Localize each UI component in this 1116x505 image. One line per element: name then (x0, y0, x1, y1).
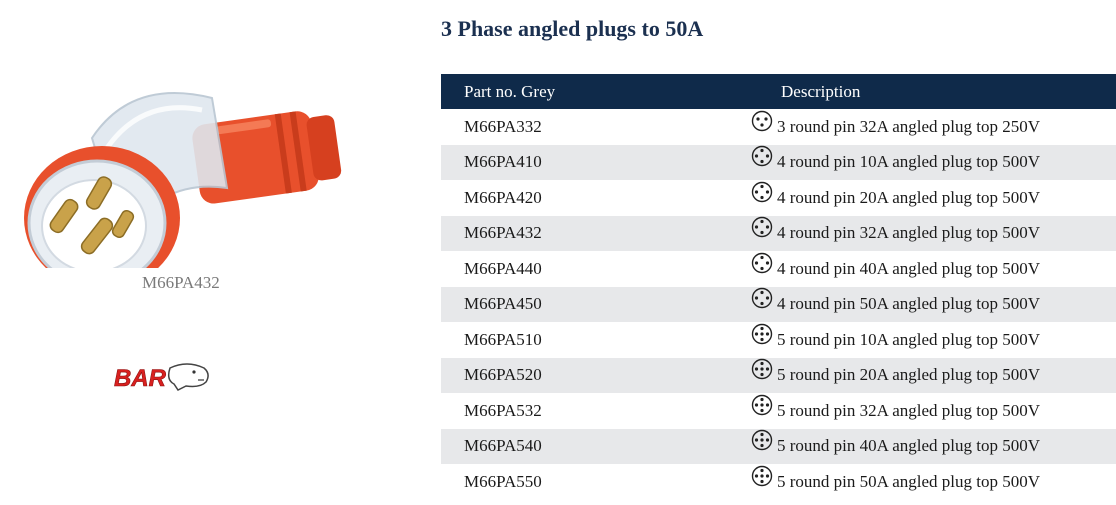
pin-layout-icon (751, 181, 773, 203)
description-cell (751, 293, 1116, 315)
part-number: M66PA550 (464, 471, 542, 491)
description-text: 4 round pin 20A angled plug top 500V (777, 187, 1041, 207)
pin-layout-icon (751, 216, 773, 238)
table-row (441, 429, 1116, 465)
brand-logo-text: BAR (114, 365, 166, 392)
description-cell (751, 364, 1116, 386)
pin-layout-icon (751, 429, 773, 451)
description-cell (751, 151, 1116, 173)
part-number: M66PA510 (464, 329, 542, 349)
pin-layout-icon (751, 323, 773, 345)
table-row (441, 464, 1116, 500)
description-cell (751, 329, 1116, 351)
part-number: M66PA432 (464, 223, 542, 243)
parts-table (441, 74, 1116, 500)
pin-layout-icon (751, 252, 773, 274)
part-number: M66PA532 (464, 400, 542, 420)
description-text: 5 round pin 20A angled plug top 500V (777, 365, 1041, 385)
table-row (441, 251, 1116, 287)
part-number: M66PA410 (464, 152, 542, 172)
table-row (441, 109, 1116, 145)
description-cell (751, 187, 1116, 209)
part-number: M66PA332 (464, 116, 542, 136)
header-description: Description (781, 81, 861, 101)
pin-layout-icon (751, 110, 773, 132)
description-text: 5 round pin 50A angled plug top 500V (777, 471, 1041, 491)
description-cell (751, 116, 1116, 138)
table-row (441, 358, 1116, 394)
table-row (441, 287, 1116, 323)
description-cell (751, 435, 1116, 457)
part-number: M66PA540 (464, 436, 542, 456)
table-header (441, 74, 1116, 109)
part-number: M66PA450 (464, 294, 542, 314)
description-text: 4 round pin 50A angled plug top 500V (777, 294, 1041, 314)
pin-layout-icon (751, 394, 773, 416)
table-row (441, 180, 1116, 216)
description-cell (751, 258, 1116, 280)
part-number: M66PA520 (464, 365, 542, 385)
table-body (441, 109, 1116, 500)
description-cell (751, 222, 1116, 244)
product-image-caption: M66PA432 (142, 273, 220, 292)
page-title: 3 Phase angled plugs to 50A (441, 16, 704, 41)
header-part-no: Part no. Grey (464, 81, 556, 101)
description-text: 4 round pin 40A angled plug top 500V (777, 258, 1041, 278)
description-text: 4 round pin 32A angled plug top 500V (777, 223, 1041, 243)
part-number: M66PA440 (464, 258, 542, 278)
description-text: 5 round pin 40A angled plug top 500V (777, 436, 1041, 456)
table-row (441, 322, 1116, 358)
description-text: 4 round pin 10A angled plug top 500V (777, 152, 1041, 172)
part-number: M66PA420 (464, 187, 542, 207)
description-cell (751, 471, 1116, 493)
angled-plug-icon (12, 68, 342, 268)
description-cell (751, 400, 1116, 422)
pin-layout-icon (751, 287, 773, 309)
bar-logo-icon (112, 358, 212, 396)
pin-layout-icon (751, 358, 773, 380)
table-row (441, 145, 1116, 181)
pin-layout-icon (751, 145, 773, 167)
description-text: 5 round pin 10A angled plug top 500V (777, 329, 1041, 349)
table-row (441, 216, 1116, 252)
pin-layout-icon (751, 465, 773, 487)
table-row (441, 393, 1116, 429)
description-text: 5 round pin 32A angled plug top 500V (777, 400, 1041, 420)
description-text: 3 round pin 32A angled plug top 250V (777, 116, 1041, 136)
